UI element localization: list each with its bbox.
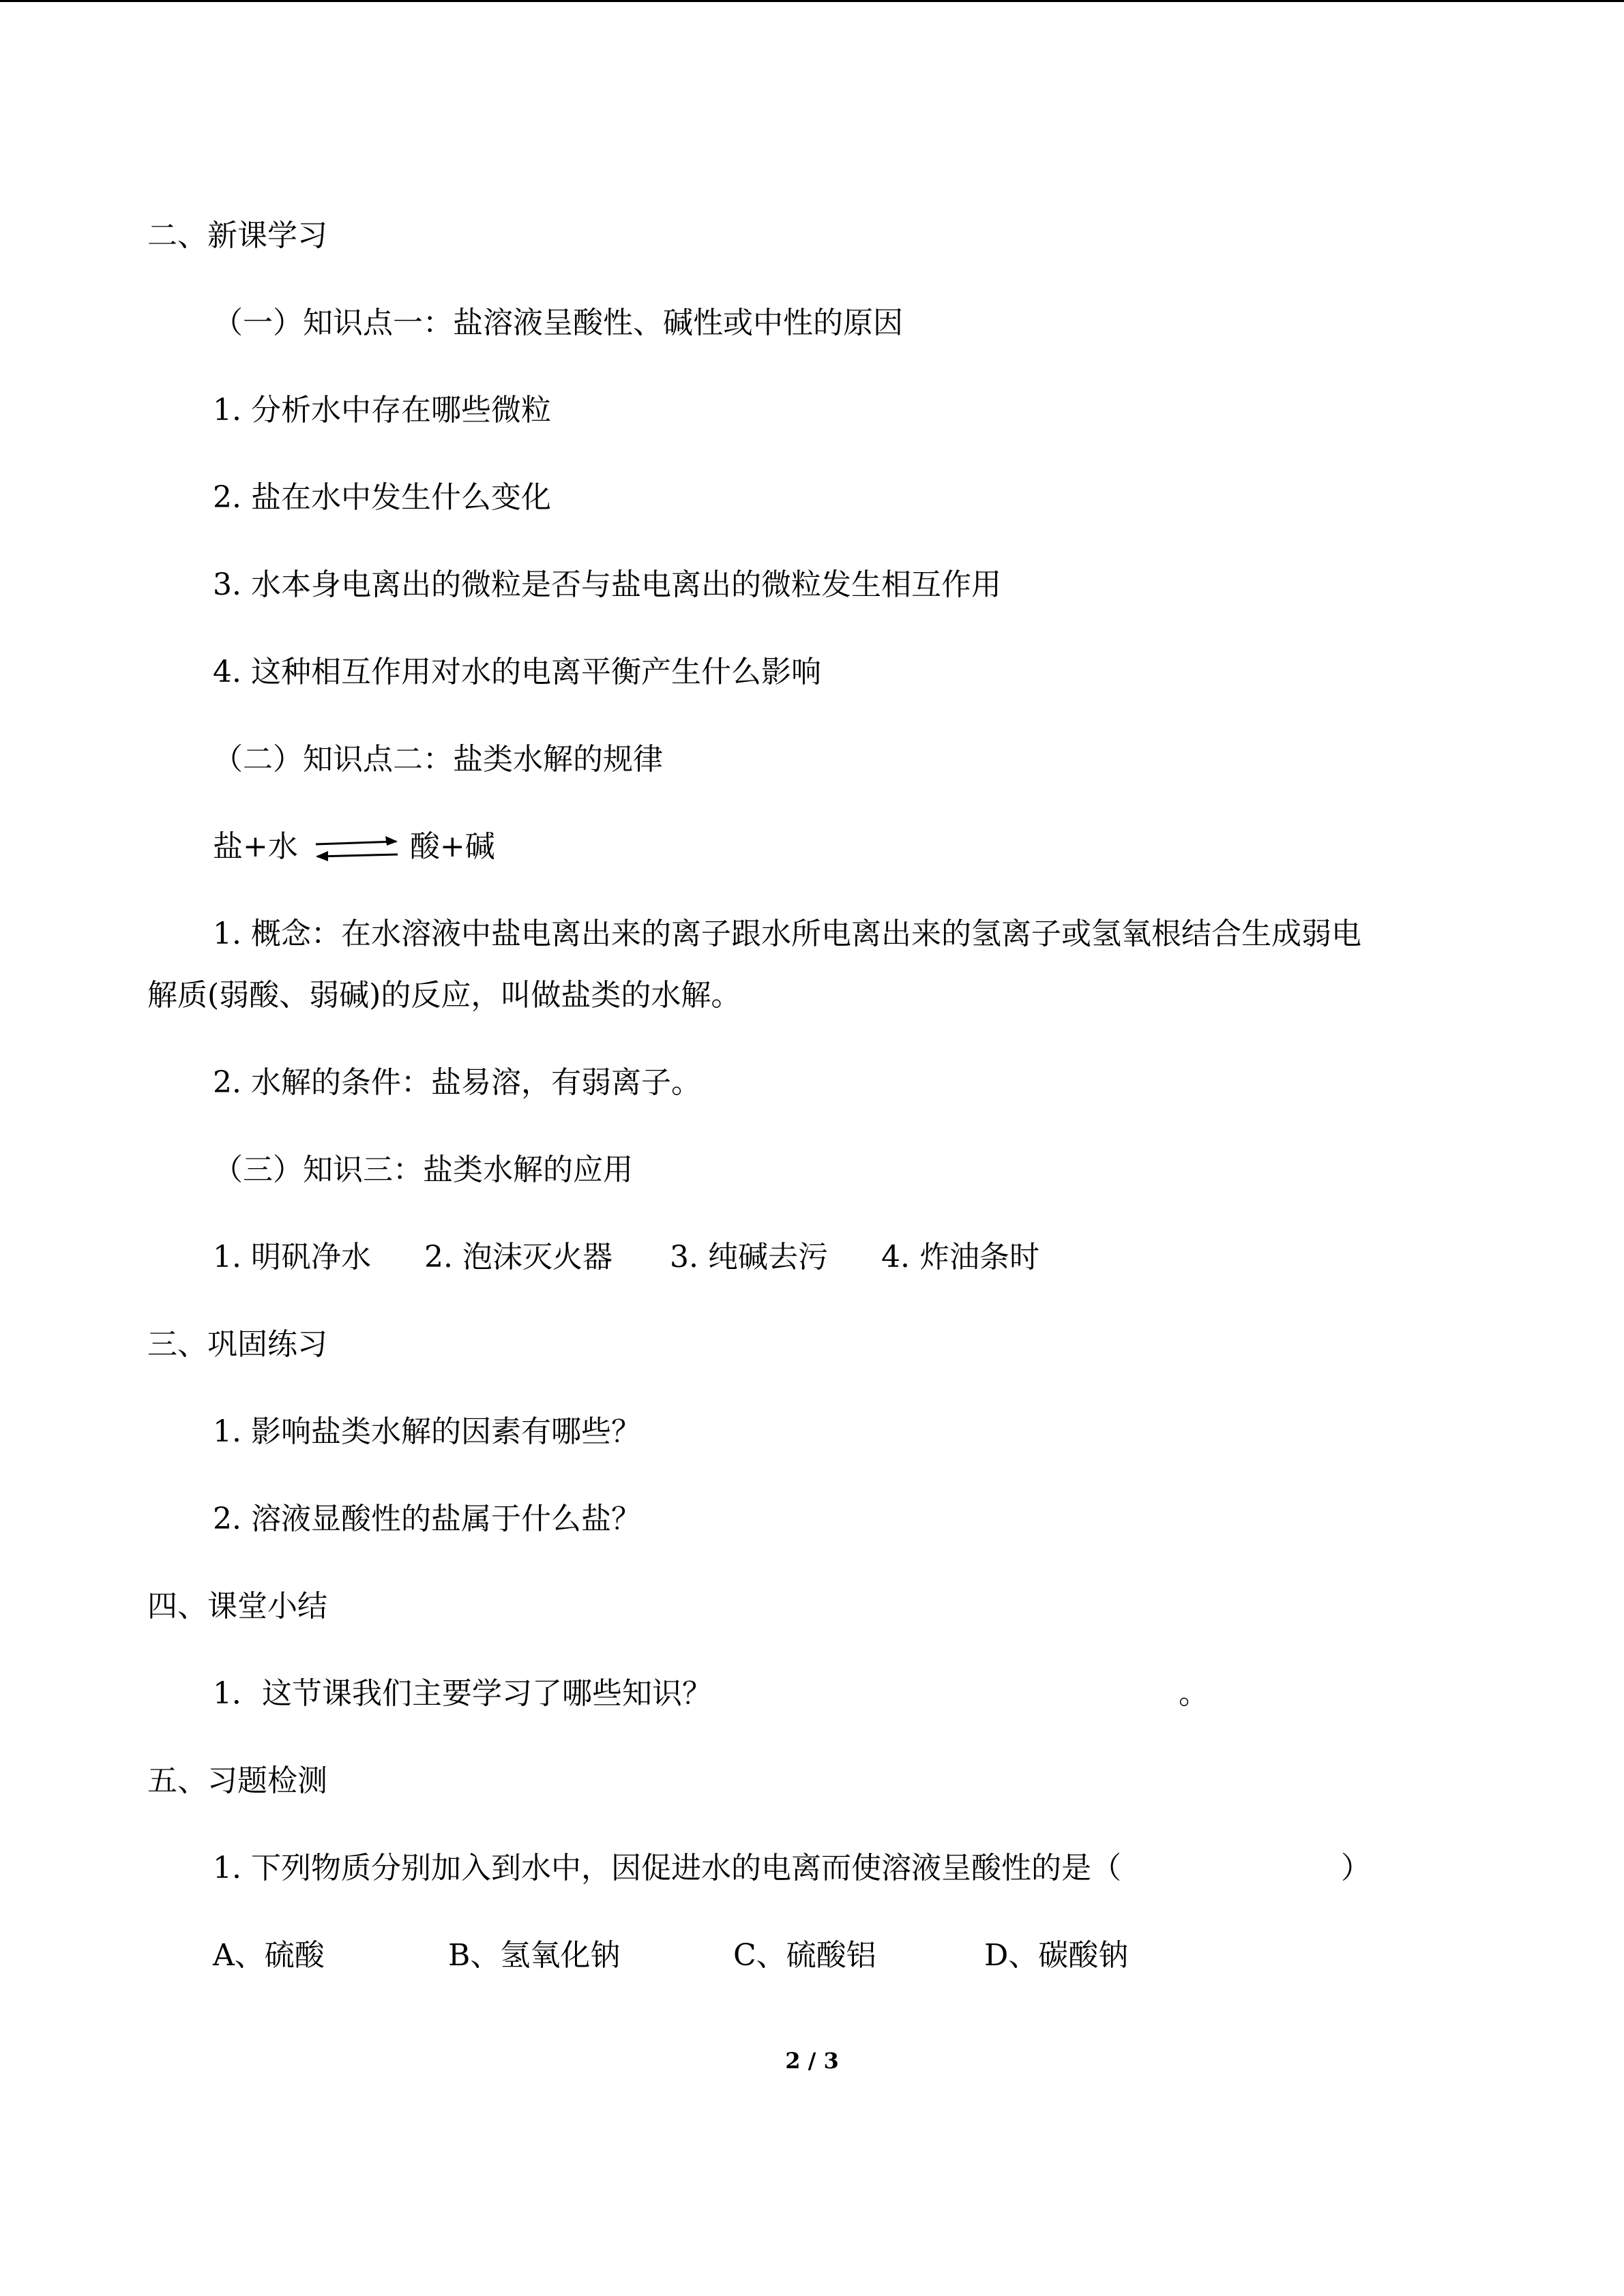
applications-list bbox=[213, 1237, 1039, 1278]
kp1-item-3: 3. 水本身电离出的微粒是否与盐电离出的微粒发生相互作用 bbox=[213, 567, 1001, 602]
exercise-options bbox=[213, 1935, 1128, 1976]
practice-item-2: 2. 溶液显酸性的盐属于什么盐？ bbox=[213, 1502, 641, 1536]
knowledge-point-1-title: （一）知识点一：盐溶液呈酸性、碱性或中性的原因 bbox=[213, 305, 903, 340]
summary-item: 1．这节课我们主要学习了哪些知识？ bbox=[213, 1676, 712, 1711]
application-item: 1. 明矾净水 bbox=[213, 1240, 371, 1274]
page-number: 2 / 3 bbox=[785, 2048, 839, 2074]
section-heading-exercise: 五、习题检测 bbox=[147, 1763, 327, 1798]
application-item: 3. 纯碱去污 bbox=[670, 1240, 828, 1274]
option-d: D、碳酸钠 bbox=[984, 1938, 1129, 1973]
exercise-question-close: ） bbox=[1341, 1851, 1371, 1885]
option-a: A、硫酸 bbox=[213, 1938, 325, 1973]
practice-item-1: 1. 影响盐类水解的因素有哪些？ bbox=[213, 1414, 641, 1449]
option-c: C、硫酸铝 bbox=[733, 1938, 876, 1973]
application-item: 4. 炸油条时 bbox=[881, 1240, 1039, 1274]
summary-end-mark: 。 bbox=[1179, 1676, 1209, 1711]
kp1-item-2: 2. 盐在水中发生什么变化 bbox=[213, 480, 551, 515]
kp1-item-4: 4. 这种相互作用对水的电离平衡产生什么影响 bbox=[213, 655, 821, 689]
knowledge-point-2-title: （二）知识点二：盐类水解的规律 bbox=[213, 742, 663, 777]
knowledge-point-3-title: （三）知识三：盐类水解的应用 bbox=[213, 1152, 633, 1187]
concept-line-2: 解质(弱酸、弱碱)的反应，叫做盐类的水解。 bbox=[147, 978, 741, 1013]
section-heading-practice: 三、巩固练习 bbox=[147, 1327, 327, 1362]
application-item: 2. 泡沫灭火器 bbox=[424, 1240, 612, 1274]
section-heading-summary: 四、课堂小结 bbox=[147, 1589, 327, 1624]
concept-line-1: 1. 概念：在水溶液中盐电离出来的离子跟水所电离出来的氢离子或氢氧根结合生成弱电 bbox=[213, 916, 1361, 951]
section-heading-new-lesson: 二、新课学习 bbox=[147, 218, 327, 253]
hydrolysis-condition: 2. 水解的条件：盐易溶，有弱离子。 bbox=[213, 1065, 701, 1100]
equation-left: 盐+水 bbox=[213, 829, 298, 864]
top-border-line bbox=[0, 0, 1624, 2]
exercise-question: 1. 下列物质分别加入到水中，因促进水的电离而使溶液呈酸性的是（ bbox=[213, 1851, 1121, 1885]
equation-right: 酸+碱 bbox=[409, 829, 495, 864]
kp1-item-1: 1. 分析水中存在哪些微粒 bbox=[213, 393, 551, 428]
option-b: B、氢氧化钠 bbox=[448, 1938, 621, 1973]
hydrolysis-equation bbox=[213, 826, 495, 867]
reversible-arrow-icon bbox=[313, 832, 400, 866]
